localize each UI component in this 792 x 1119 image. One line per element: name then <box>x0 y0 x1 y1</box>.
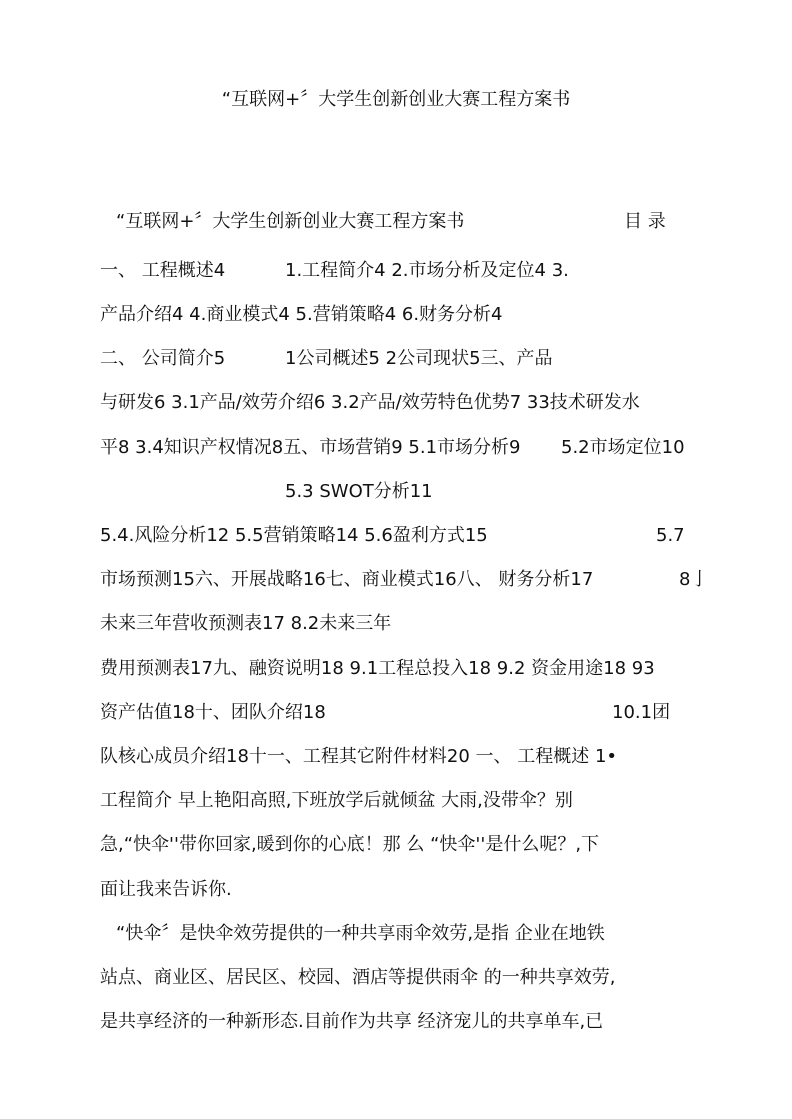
toc-text: 1.工程简介4 2.市场分析及定位4 3. <box>285 260 569 281</box>
body-text: 急,“快伞''带你回家,暖到你的心底！那 么 “快伞''是什么呢？,下 <box>100 834 600 855</box>
toc-text: 8亅 <box>679 569 709 590</box>
toc-heading-label: 目 录 <box>624 211 666 232</box>
toc-text: 10.1团 <box>612 702 671 723</box>
toc-text: 市场预测15六、开展战略16七、商业模式16八、 财务分析17 <box>100 569 594 590</box>
toc-text: 5.3 SWOT分析11 <box>285 481 433 502</box>
body-text: 是共享经济的一种新形态.目前作为共享 经济宠儿的共享单车,已 <box>100 1011 604 1032</box>
toc-text: 5.4.风险分析12 5.5营销策略14 5.6盈利方式15 <box>100 525 488 546</box>
toc-text: 费用预测表17九、融资说明18 9.1工程总投入18 9.2 资金用途18 93 <box>100 658 655 679</box>
toc-text: 5.7 <box>656 525 685 546</box>
toc-text: 一、 工程概述4 <box>100 260 226 281</box>
toc-text: 与研发6 3.1产品/效劳介绍6 3.2产品/效劳特色优势7 33技术研发水 <box>100 392 640 413</box>
toc-text: 产品介绍4 4.商业模式4 5.营销策略4 6.财务分析4 <box>100 304 503 325</box>
body-text: 队核心成员介绍18十一、工程其它附件材料20 一、 工程概述 1• <box>100 746 618 767</box>
body-text: “快伞〞是快伞效劳提供的一种共享雨伞效劳,是指 企业在地铁 <box>116 923 605 944</box>
toc-text: 平8 3.4知识产权情况8五、市场营销9 5.1市场分析9 <box>100 437 521 458</box>
body-text: 工程简介 早上艳阳高照,下班放学后就倾盆 大雨,没带伞？别 <box>100 790 573 811</box>
document-title: “互联网+〞大学生创新创业大赛工程方案书 <box>221 89 571 110</box>
toc-text: 二、 公司简介5 <box>100 348 226 369</box>
toc-heading-title: “互联网+〞大学生创新创业大赛工程方案书 <box>116 211 465 232</box>
toc-text: 5.2市场定位10 <box>561 437 685 458</box>
body-text: 面让我来告诉你. <box>100 879 232 900</box>
toc-text: 未来三年营收预测表17 8.2未来三年 <box>100 613 392 634</box>
toc-text: 资产估值18十、团队介绍18 <box>100 702 326 723</box>
body-text: 站点、商业区、居民区、校园、酒店等提供雨伞 的一种共享效劳, <box>100 967 616 988</box>
toc-text: 1公司概述5 2公司现状5三、产品 <box>285 348 553 369</box>
